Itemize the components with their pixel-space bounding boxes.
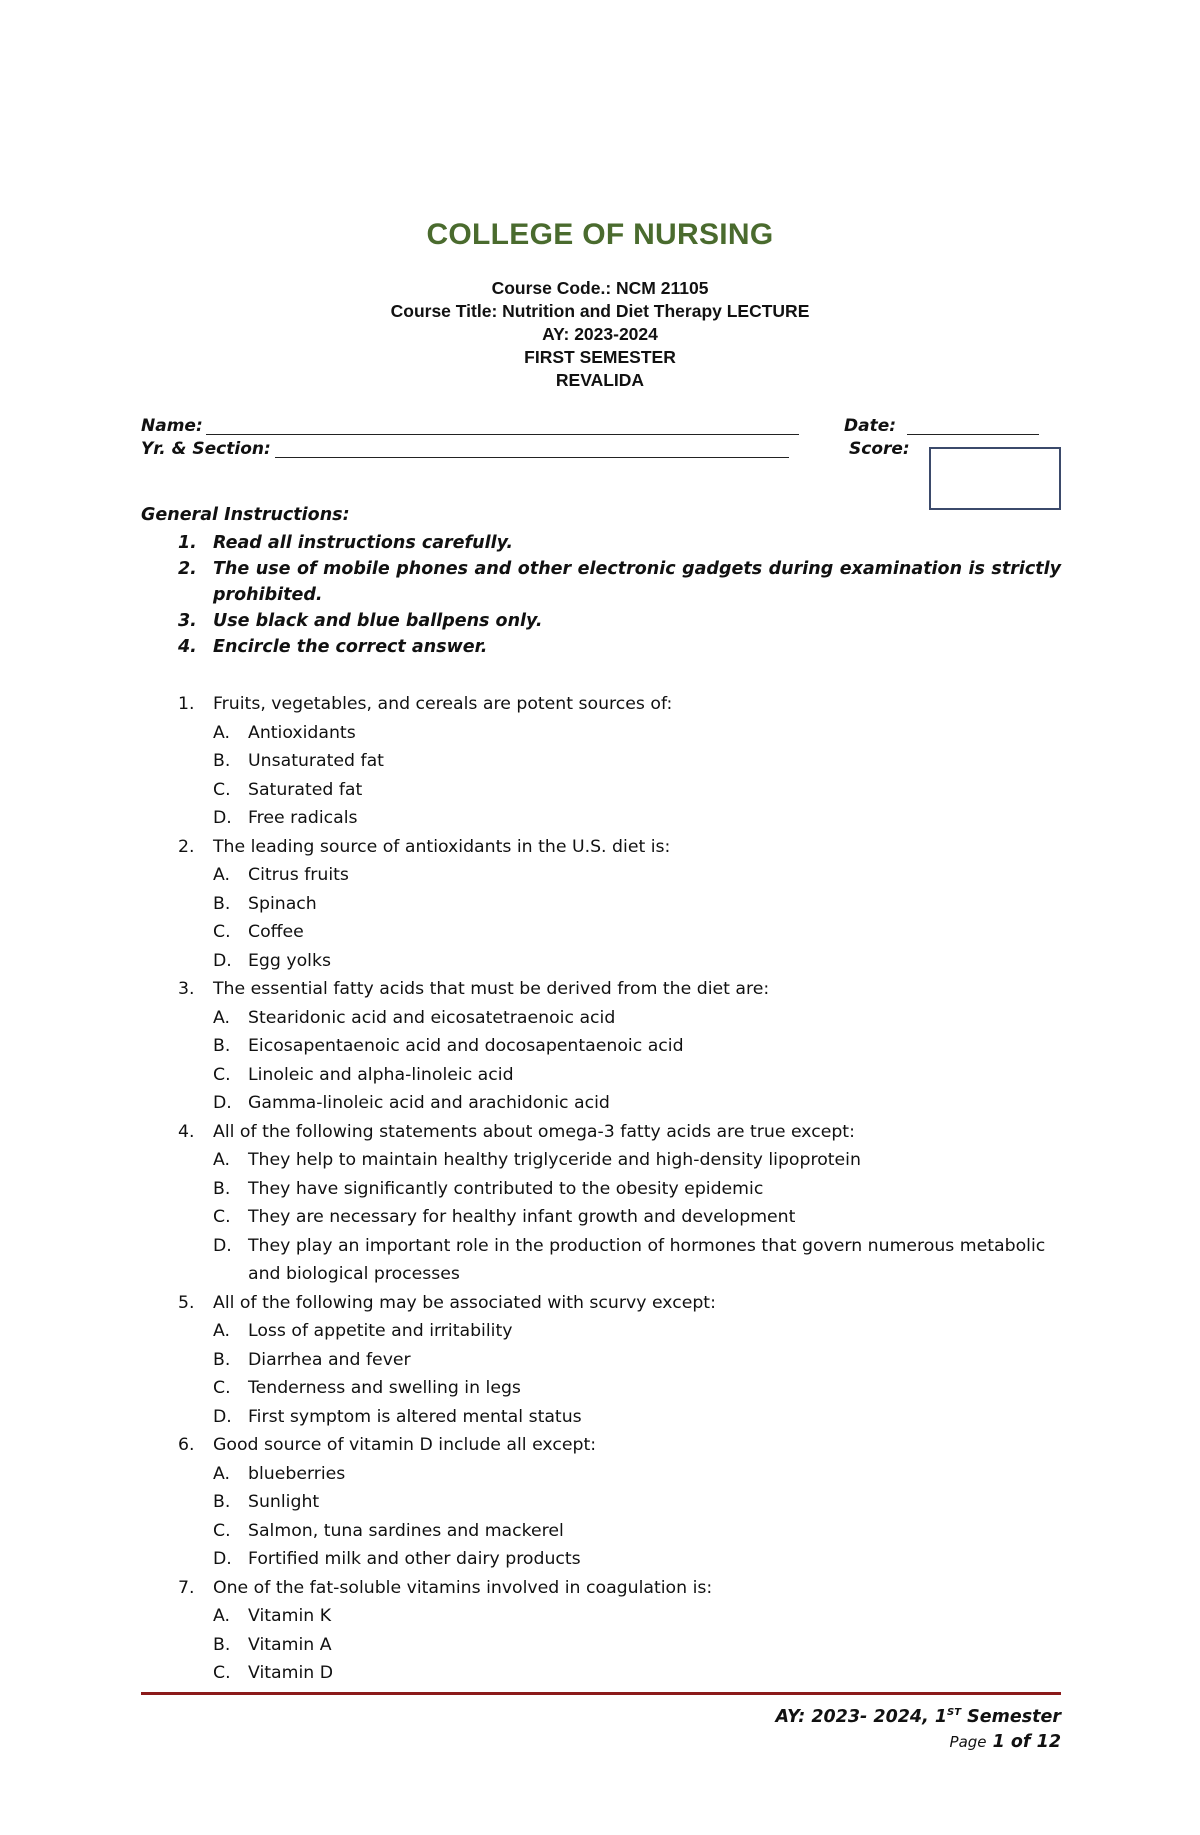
option-letter: C. — [213, 1207, 231, 1227]
answer-option[interactable] — [141, 1488, 1061, 1517]
option-text: Salmon, tuna sardines and mackerel — [248, 1520, 564, 1541]
footer-rule — [141, 1692, 1061, 1695]
instructions-title: General Instructions: — [141, 505, 350, 525]
question-stem — [141, 690, 1061, 719]
option-letter: D. — [213, 1406, 232, 1427]
question-number: 5. — [178, 1292, 195, 1313]
course-info — [0, 277, 1200, 392]
question-number: 6. — [178, 1435, 195, 1455]
option-text: They have significantly contributed to the obesity epidemic — [248, 1178, 764, 1199]
question-text: One of the fat-soluble vitamins involved in coagulation is: — [213, 1577, 713, 1598]
option-letter: B. — [213, 1492, 231, 1512]
option-letter: A. — [213, 722, 231, 743]
option-letter: A. — [213, 1007, 231, 1028]
question-number: 1. — [178, 694, 195, 714]
option-text: Linoleic and alpha-linoleic acid — [248, 1064, 514, 1085]
instruction-number: 4. — [178, 637, 197, 657]
question-text: The essential fatty acids that must be derived from the diet are: — [213, 979, 770, 999]
date-field[interactable] — [907, 416, 1039, 435]
answer-option[interactable] — [141, 1032, 1061, 1061]
option-letter: D. — [213, 808, 232, 828]
option-text: Tenderness and swelling in legs — [248, 1378, 521, 1398]
answer-option[interactable] — [141, 1146, 1061, 1175]
page-footer — [776, 1700, 1061, 1755]
option-letter: B. — [213, 1349, 231, 1370]
option-text: Coffee — [248, 922, 304, 942]
section-label: Yr. & Section: — [141, 439, 271, 459]
question-item — [141, 833, 1061, 976]
answer-option[interactable] — [141, 918, 1061, 947]
section-score-row — [141, 439, 1061, 462]
instruction-item — [141, 634, 1061, 660]
question-stem — [141, 1574, 1061, 1603]
question-item — [141, 1118, 1061, 1289]
option-text: Eicosapentaenoic acid and docosapentaenoic acid — [248, 1036, 684, 1056]
answer-option[interactable] — [141, 747, 1061, 776]
option-text: Free radicals — [248, 808, 358, 828]
question-text: All of the following statements about omega-3 fatty acids are true except: — [213, 1121, 855, 1142]
question-item — [141, 975, 1061, 1118]
instruction-text: Read all instructions carefully. — [213, 533, 514, 553]
instruction-number: 2. — [178, 559, 197, 579]
option-text: They help to maintain healthy triglyceride and high-density lipoprotein — [248, 1150, 861, 1170]
general-instructions — [141, 505, 1061, 660]
answer-option[interactable] — [141, 861, 1061, 890]
answer-option[interactable] — [141, 804, 1061, 833]
question-item — [141, 1289, 1061, 1432]
answer-option[interactable] — [141, 1403, 1061, 1432]
option-text: Saturated fat — [248, 779, 363, 800]
instruction-text: Use black and blue ballpens only. — [213, 611, 543, 631]
name-date-row — [141, 416, 1061, 439]
option-text: Sunlight — [248, 1492, 320, 1512]
answer-option[interactable] — [141, 1346, 1061, 1375]
answer-option[interactable] — [141, 1089, 1061, 1118]
question-text: All of the following may be associated with scurvy except: — [213, 1292, 716, 1313]
option-text: They play an important role in the production of hormones that govern numerous metabolic and biological processes — [248, 1235, 1046, 1284]
question-text: The leading source of antioxidants in the U.S. diet is: — [213, 836, 671, 857]
answer-option[interactable] — [141, 947, 1061, 976]
question-list — [141, 690, 1061, 1688]
question-number: 2. — [178, 836, 195, 857]
answer-option[interactable] — [141, 1631, 1061, 1660]
answer-option[interactable] — [141, 1203, 1061, 1232]
question-number: 4. — [178, 1121, 195, 1142]
question-number: 7. — [178, 1577, 195, 1598]
option-text: Stearidonic acid and eicosatetraenoic acid — [248, 1007, 616, 1028]
instruction-text: The use of mobile phones and other electronic gadgets during examination is strictly prohibited. — [213, 559, 1061, 605]
option-text: Antioxidants — [248, 722, 356, 743]
answer-option[interactable] — [141, 1659, 1061, 1688]
name-field[interactable] — [206, 416, 799, 435]
instruction-number: 3. — [178, 611, 197, 631]
question-stem — [141, 833, 1061, 862]
answer-option[interactable] — [141, 776, 1061, 805]
option-letter: A. — [213, 1150, 231, 1170]
option-text: Fortified milk and other dairy products — [248, 1549, 581, 1569]
question-stem — [141, 975, 1061, 1004]
instruction-item — [141, 556, 1061, 608]
exam-type: REVALIDA — [555, 370, 645, 390]
instruction-item — [141, 530, 1061, 556]
option-text: Gamma-linoleic acid and arachidonic acid — [248, 1093, 610, 1113]
option-letter: C. — [213, 779, 231, 800]
college-title: COLLEGE OF NURSING — [426, 218, 774, 251]
section-field[interactable] — [275, 439, 789, 458]
answer-option[interactable] — [141, 1061, 1061, 1090]
answer-option[interactable] — [141, 1602, 1061, 1631]
question-stem — [141, 1289, 1061, 1318]
option-text: Vitamin D — [248, 1663, 333, 1683]
option-text: Unsaturated fat — [248, 751, 384, 771]
option-letter: C. — [213, 1520, 231, 1541]
course-code: Course Code.: NCM 21105 — [491, 278, 709, 298]
score-label: Score: — [849, 439, 910, 459]
option-letter: B. — [213, 893, 231, 914]
option-letter: C. — [213, 1378, 231, 1398]
answer-option[interactable] — [141, 890, 1061, 919]
option-text: Vitamin A — [248, 1634, 332, 1655]
score-box — [929, 447, 1061, 510]
answer-option[interactable] — [141, 1175, 1061, 1204]
answer-option[interactable] — [141, 1232, 1061, 1289]
option-text: Diarrhea and fever — [248, 1349, 411, 1370]
question-number: 3. — [178, 979, 195, 999]
name-label: Name: — [141, 416, 203, 436]
option-letter: B. — [213, 751, 231, 771]
question-item — [141, 690, 1061, 833]
option-text: Loss of appetite and irritability — [248, 1321, 513, 1341]
answer-option[interactable] — [141, 1460, 1061, 1489]
answer-option[interactable] — [141, 719, 1061, 748]
student-fields — [141, 416, 1061, 462]
option-letter: A. — [213, 1606, 231, 1626]
option-text: Vitamin K — [248, 1606, 332, 1626]
semester: FIRST SEMESTER — [524, 347, 676, 367]
option-letter: A. — [213, 1321, 231, 1341]
instruction-text: Encircle the correct answer. — [213, 637, 488, 657]
question-text: Fruits, vegetables, and cereals are potent sources of: — [213, 694, 673, 714]
option-letter: D. — [213, 1093, 232, 1113]
question-stem — [141, 1431, 1061, 1460]
option-text: Spinach — [248, 893, 317, 914]
date-label: Date: — [844, 416, 897, 436]
answer-option[interactable] — [141, 1517, 1061, 1546]
option-text: Citrus fruits — [248, 865, 349, 885]
option-text: blueberries — [248, 1463, 346, 1484]
option-letter: B. — [213, 1178, 231, 1199]
instruction-number: 1. — [178, 533, 197, 553]
option-text: Egg yolks — [248, 950, 331, 971]
option-letter: B. — [213, 1634, 231, 1655]
option-letter: D. — [213, 950, 232, 971]
option-letter: B. — [213, 1036, 231, 1056]
option-text: They are necessary for healthy infant growth and development — [248, 1207, 796, 1227]
question-item — [141, 1574, 1061, 1688]
question-stem — [141, 1118, 1061, 1147]
option-text: First symptom is altered mental status — [248, 1406, 582, 1427]
answer-option[interactable] — [141, 1004, 1061, 1033]
question-text: Good source of vitamin D include all except: — [213, 1435, 597, 1455]
option-letter: D. — [213, 1235, 232, 1256]
question-item — [141, 1431, 1061, 1574]
instruction-item — [141, 608, 1061, 634]
option-letter: A. — [213, 865, 231, 885]
document-header — [0, 218, 1200, 392]
footer-ay: AY: 2023- 2024, 1ST Semester — [775, 1706, 1061, 1727]
academic-year: AY: 2023-2024 — [542, 324, 658, 344]
option-letter: A. — [213, 1463, 231, 1484]
answer-option[interactable] — [141, 1374, 1061, 1403]
answer-option[interactable] — [141, 1317, 1061, 1346]
option-letter: C. — [213, 1663, 231, 1683]
option-letter: D. — [213, 1549, 232, 1569]
option-letter: C. — [213, 922, 231, 942]
answer-option[interactable] — [141, 1545, 1061, 1574]
option-letter: C. — [213, 1064, 231, 1085]
course-title: Course Title: Nutrition and Diet Therapy LECTURE — [390, 301, 810, 321]
page-number: Page 1 of 12 — [949, 1731, 1061, 1752]
instructions-list — [141, 530, 1061, 660]
